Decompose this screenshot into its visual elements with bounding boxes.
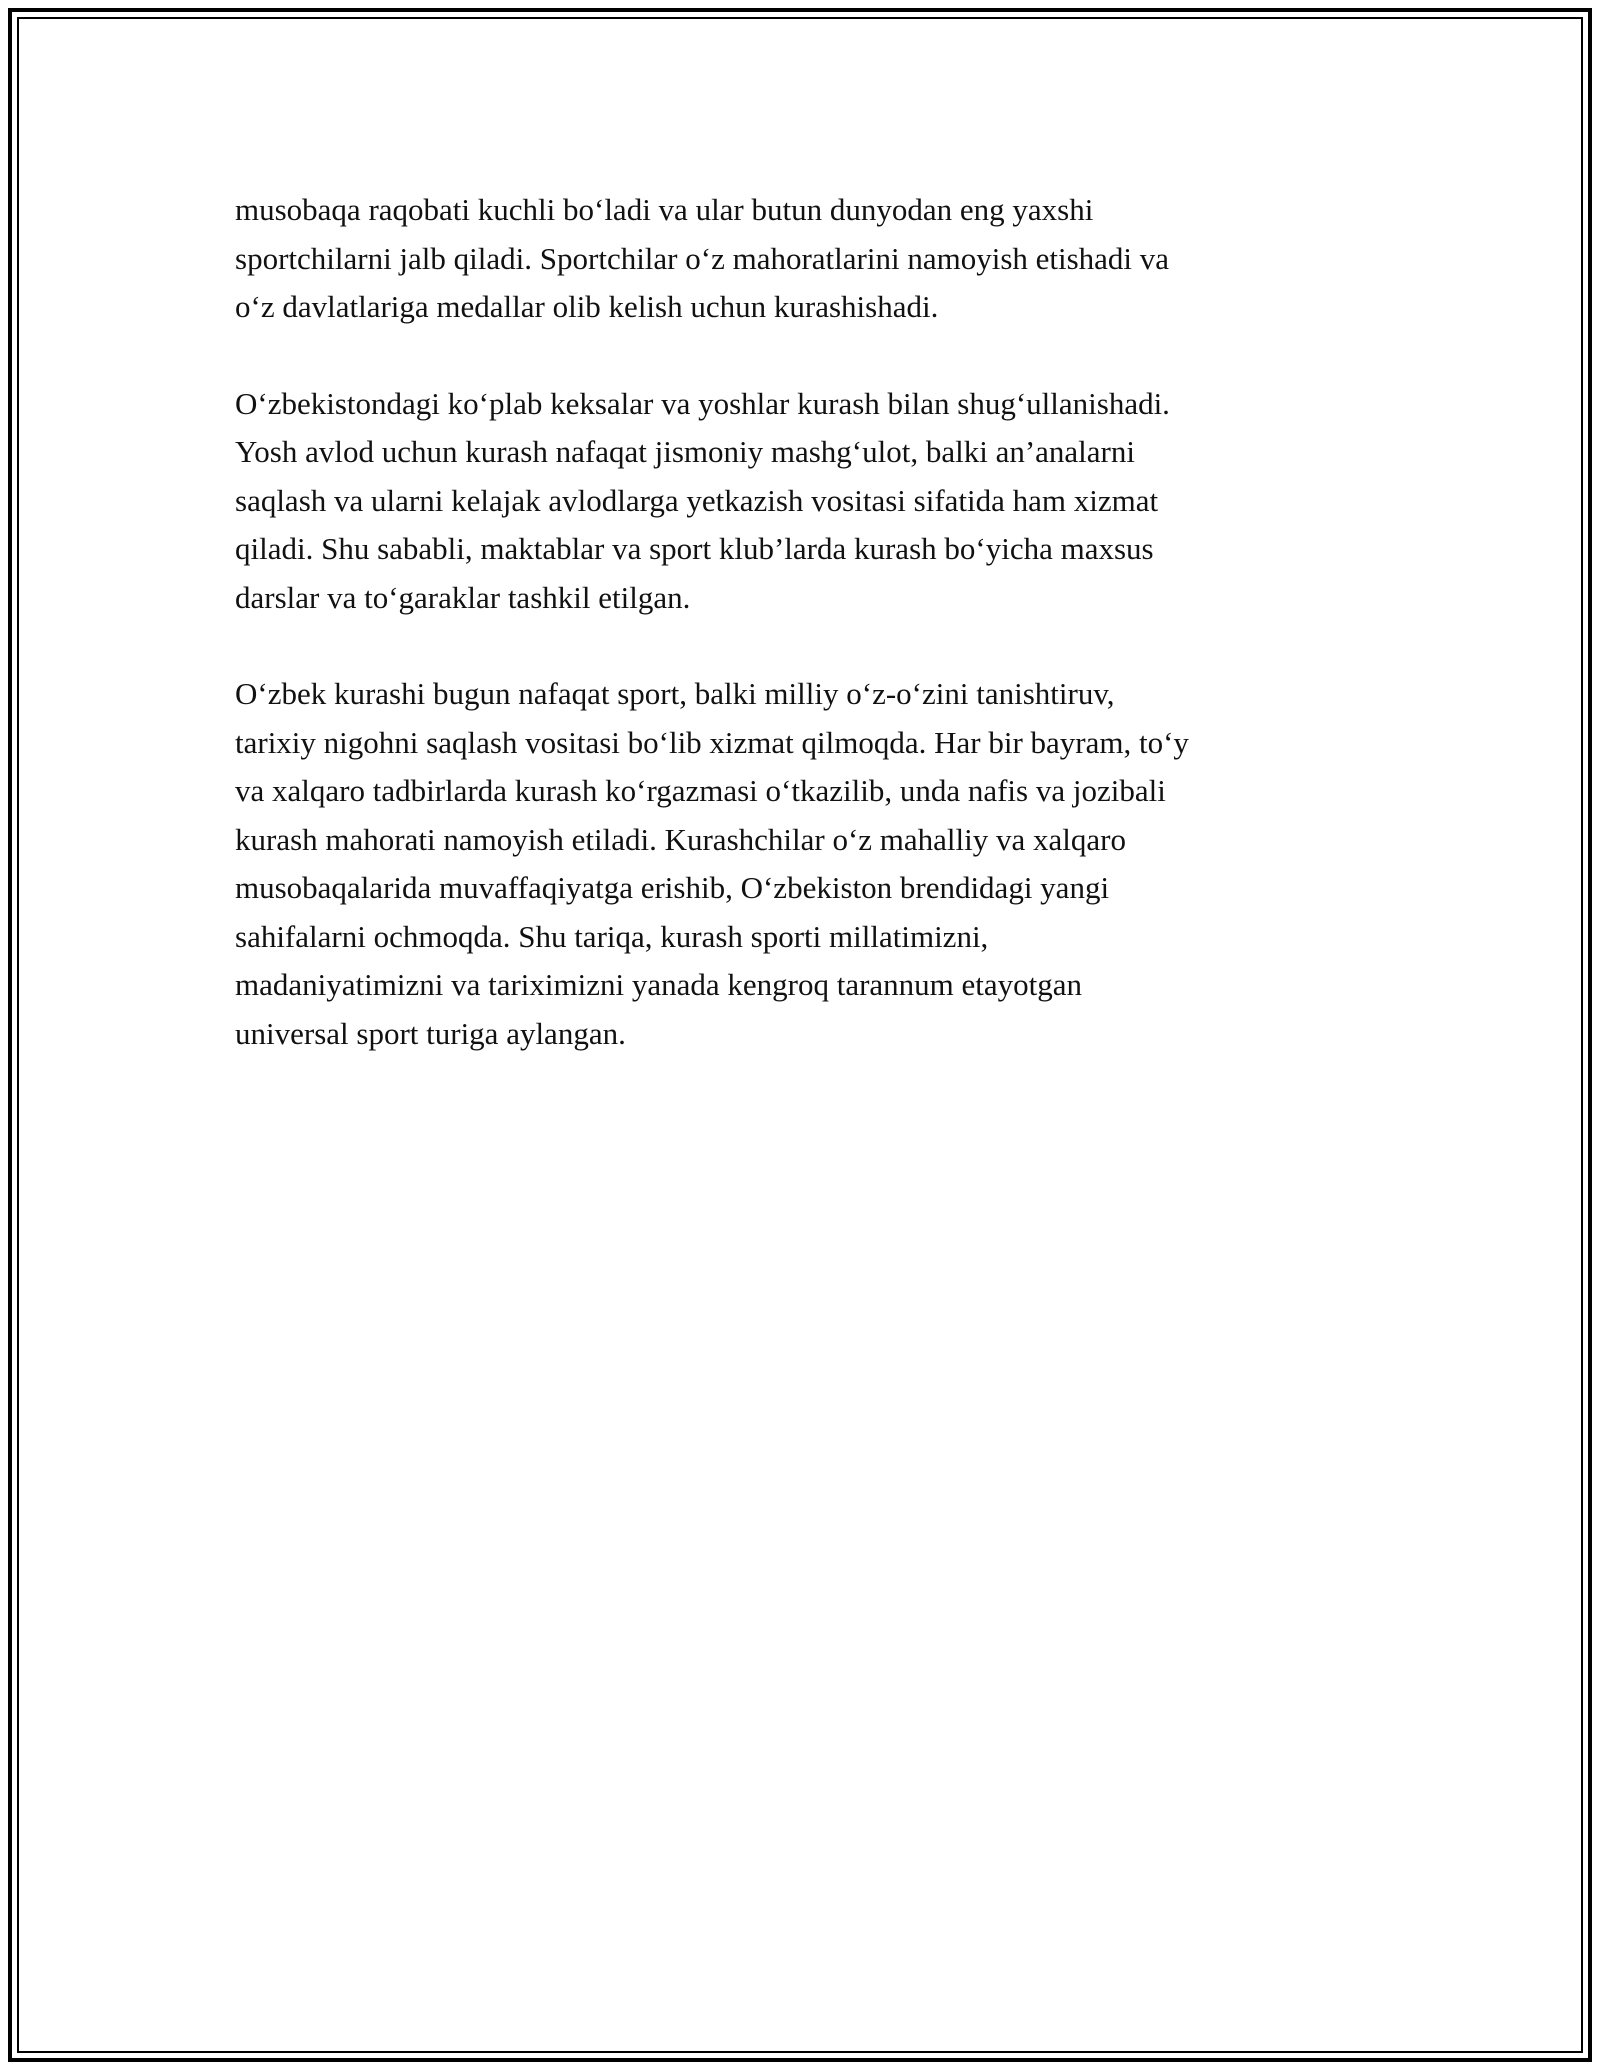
- text-line: sportchilarni jalb qiladi. Sportchilar o‘z mahoratlarini namoyish etishadi va: [235, 240, 1170, 276]
- text-line: Yosh avlod uchun kurash nafaqat jismoniy mashg‘ulot, balki an’analarni: [235, 434, 1135, 469]
- paragraph-3: [235, 670, 1375, 1058]
- text-line: tarixiy nigohni saqlash vositasi bo‘lib xizmat qilmoqda. Har bir bayram, to‘y: [235, 724, 1189, 760]
- document-body: [235, 186, 1375, 1106]
- text-line: saqlash va ularni kelajak avlodlarga yetkazish vositasi sifatida ham xizmat: [235, 482, 1159, 518]
- text-line: darslar va to‘garaklar tashkil etilgan.: [235, 579, 691, 615]
- text-line: madaniyatimizni va tariximizni yanada kengroq tarannum etayotgan: [235, 967, 1083, 1002]
- text-line: o‘z davlatlariga medallar olib kelish uchun kurashishadi.: [235, 289, 939, 324]
- text-line: O‘zbek kurashi bugun nafaqat sport, balki milliy o‘z-o‘zini tanishtiruv,: [235, 676, 1115, 711]
- text-line: musobaqalarida muvaffaqiyatga erishib, O‘zbekiston brendidagi yangi: [235, 870, 1110, 905]
- text-line: O‘zbekistondagi ko‘plab keksalar va yoshlar kurash bilan shug‘ullanishadi.: [235, 385, 1170, 421]
- paragraph-2: [235, 380, 1375, 623]
- text-line: va xalqaro tadbirlarda kurash ko‘rgazmasi o‘tkazilib, unda nafis va jozibali: [235, 773, 1166, 808]
- text-line: kurash mahorati namoyish etiladi. Kurashchilar o‘z mahalliy va xalqaro: [235, 821, 1126, 857]
- text-line: musobaqa raqobati kuchli bo‘ladi va ular butun dunyodan eng yaxshi: [235, 192, 1094, 227]
- text-line: universal sport turiga aylangan.: [235, 1015, 626, 1051]
- paragraph-1: [235, 186, 1375, 332]
- text-line: qiladi. Shu sababli, maktablar va sport klub’larda kurash bo‘yicha maxsus: [235, 531, 1154, 566]
- text-line: sahifalarni ochmoqda. Shu tariqa, kurash sporti millatimizni,: [235, 918, 989, 954]
